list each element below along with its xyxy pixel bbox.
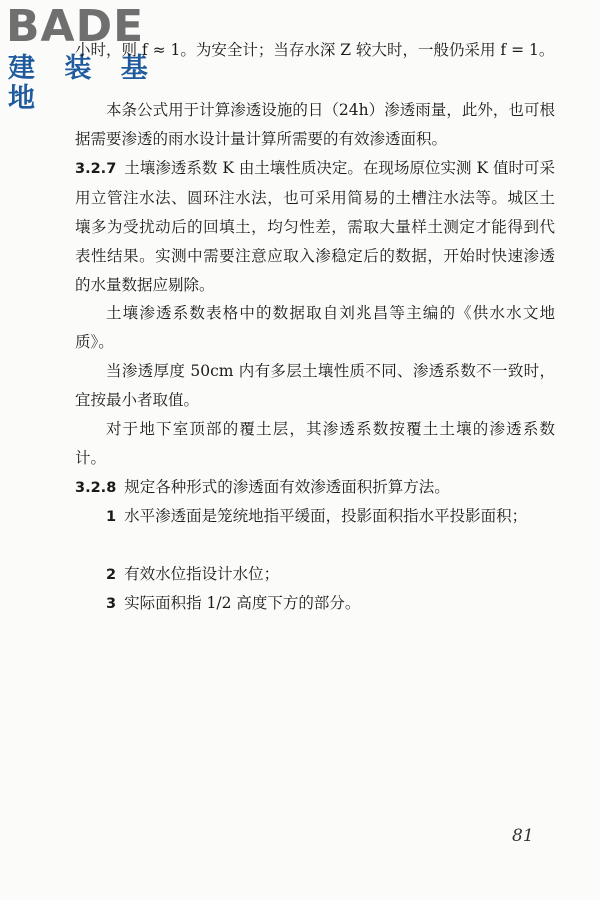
- section-text: 土壤渗透系数 K 由土壤性质决定。在现场原位实测 K 值时可采用立管注水法、圆环注水法，也可采用简易的土槽注水法等。城区土壤多为受扰动后的回填土，均匀性差，需取大量样土测定才能得到代表性结果。实测中需要注意应取入渗稳定后的数据，开始时快速渗透的水量数据应剔除。: [75, 159, 555, 294]
- section-3-2-8: [75, 473, 555, 503]
- section-number: 3.2.8: [75, 480, 117, 496]
- paragraph-basement-cover: 对于地下室顶部的覆土层，其渗透系数按覆土土壤的渗透系数计。: [75, 420, 555, 467]
- list-item-number: 3: [106, 596, 117, 612]
- list-item: [75, 502, 555, 532]
- logo-brand: BADE: [6, 1, 145, 52]
- section-3-2-7: [75, 154, 555, 300]
- list-item-number: 2: [106, 567, 117, 583]
- section-number: 3.2.7: [75, 161, 117, 177]
- paragraph-table-source: 土壤渗透系数表格中的数据取自刘兆昌等主编的《供水水文地质》。: [75, 304, 555, 351]
- list-item-text: 实际面积指 1/2 高度下方的部分。: [124, 594, 361, 612]
- paragraph-continuation: 小时，则 f ≈ 1。为安全计；当存水深 Z 较大时，一般仍采用 f = 1。: [75, 41, 555, 59]
- logo-subtitle: 建 装 基 地: [8, 53, 158, 114]
- page-number: 81: [512, 826, 534, 846]
- list-item: [75, 560, 555, 590]
- list-item-number: 1: [106, 509, 117, 525]
- list-item: [75, 589, 555, 619]
- paragraph-formula-note: 本条公式用于计算渗透设施的日（24h）渗透雨量，此外，也可根据需要渗透的雨水设计量计算所需要的有效渗透面积。: [75, 101, 555, 148]
- paragraph-layered-soil: 当渗透厚度 50cm 内有多层土壤性质不同、渗透系数不一致时，宜按最小者取值。: [75, 362, 555, 409]
- section-text: 规定各种形式的渗透面有效渗透面积折算方法。: [124, 478, 450, 496]
- list-item-text: 有效水位指设计水位；: [124, 565, 280, 583]
- list-item-text: 水平渗透面是笼统地指平缓面，投影面积指水平投影面积；: [124, 507, 528, 525]
